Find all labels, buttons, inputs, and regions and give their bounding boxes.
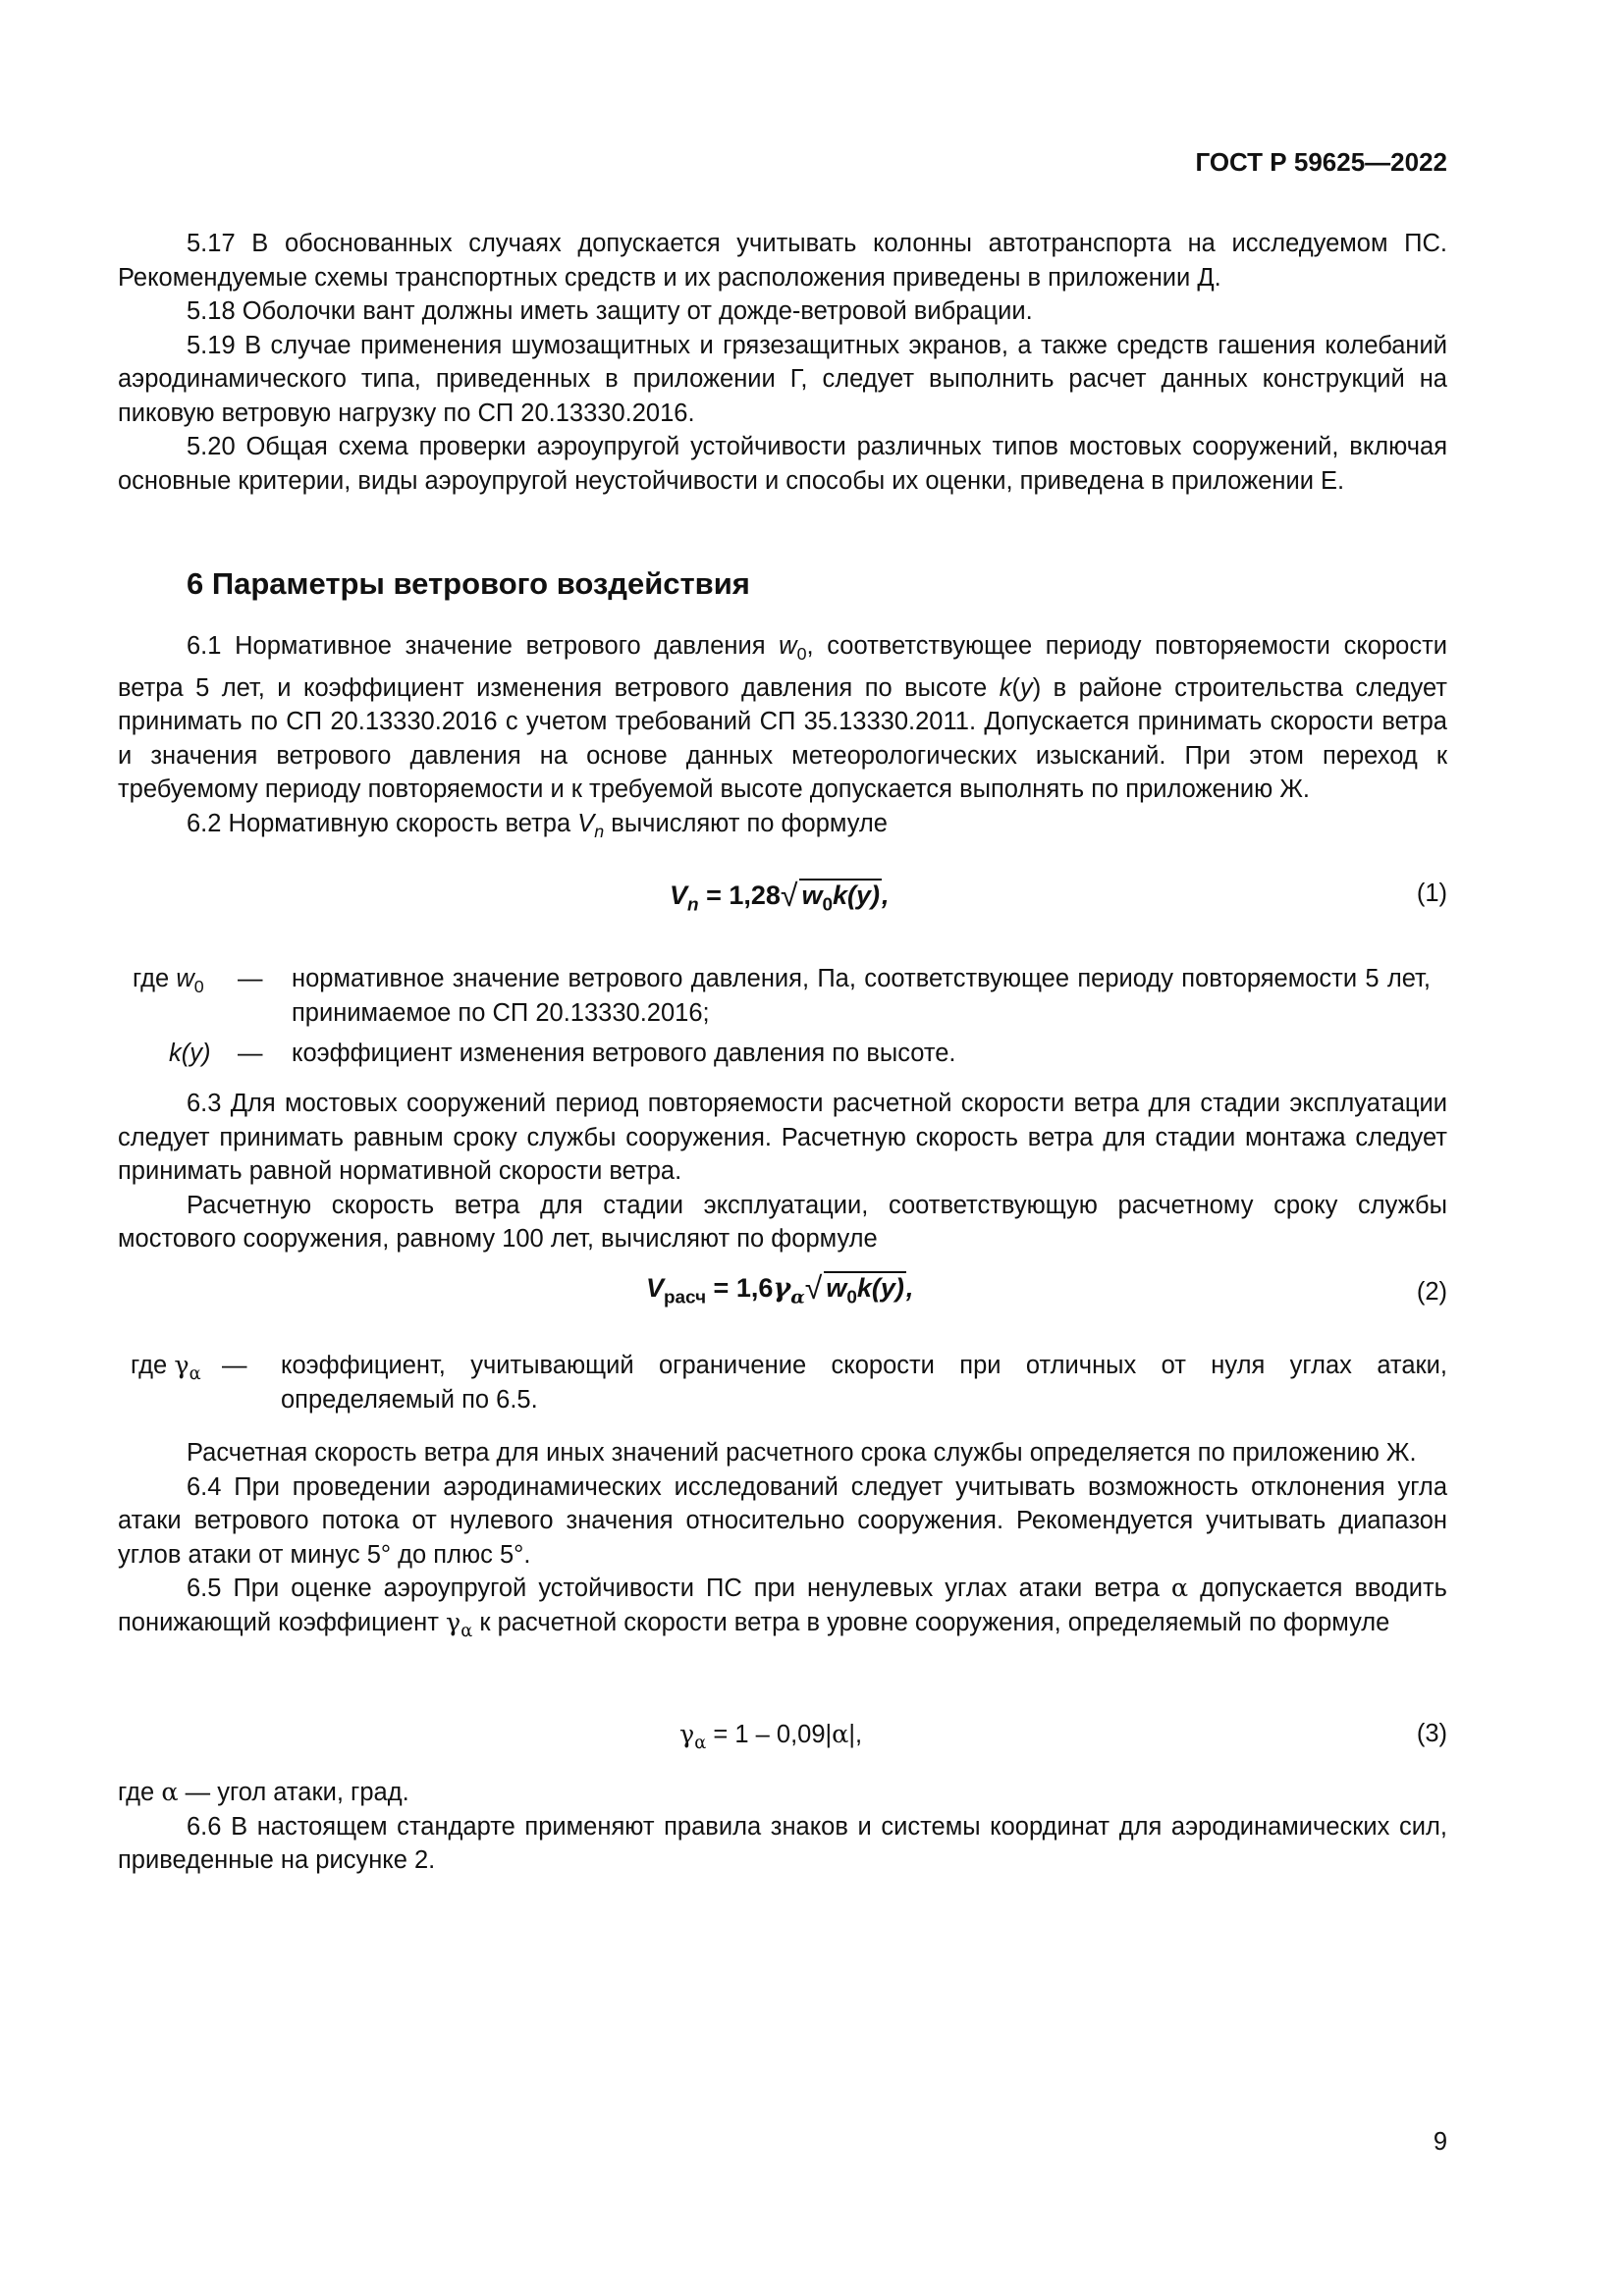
alpha-sub: α: [694, 1733, 707, 1754]
var-k: k: [999, 673, 1012, 702]
formula-lhs-sub: расч: [664, 1287, 707, 1308]
paragraph-5-17: 5.17 В обоснованных случаях допускается учитывать колонны автотранспорта на исследуемом ПС. Рекомендуемые схемы транспортных средств и их расположения приведены в приложении Д.: [118, 230, 1447, 292]
where-dash: —: [238, 1040, 263, 1067]
text-run: 6.5 При оценке аэроупругой устойчивости ПС при ненулевых углах атаки ветра: [187, 1575, 1171, 1602]
where-dash: —: [238, 965, 263, 992]
formula-end: |,: [848, 1721, 863, 1748]
where-term-w0: [133, 962, 204, 1004]
paren: ): [1032, 673, 1042, 702]
text-run: , соответствующее периоду повторяемости скорости ветра 5 лет, и коэффициент изменения ветрового давления по высоте: [118, 632, 1447, 702]
where-desc-w0: нормативное значение ветрового давления, Па, соответствующее периоду повторяемости 5 лет, принимаемое по СП 20.13330.2016;: [292, 965, 1431, 1027]
text-run: вычисляют по формуле: [604, 809, 888, 837]
paragraph-6-3c: Расчетная скорость ветра для иных значений расчетного срока службы определяется по приложению Ж.: [187, 1439, 1417, 1467]
alpha-symbol: α: [832, 1720, 849, 1749]
text-run: к расчетной скорости ветра в уровне сооружения, определяемый по формуле: [472, 1608, 1390, 1636]
formula-1: [118, 876, 1447, 923]
text-run: — угол атаки, град.: [178, 1779, 409, 1806]
var-w: w: [176, 965, 194, 992]
formula-eq: = 1,28: [698, 881, 781, 910]
where-term-ky: [169, 1037, 210, 1071]
formula-3-number: (3): [1416, 1720, 1447, 1747]
paragraph-6-6: 6.6 В настоящем стандарте применяют правила знаков и системы координат для аэродинамических сил, приведенные на рисунке 2.: [118, 1812, 1447, 1874]
paragraph-5-19: 5.19 В случае применения шумозащитных и грязезащитных экранов, а также средств гашения колебаний аэродинамического типа, приведенных в приложении Г, следует выполнить расчет данных конструкций на пиковую ветровую нагрузку по СП 20.13330.2016.: [118, 331, 1447, 427]
sqrt-icon: √: [780, 878, 798, 913]
where-desc-ky: коэффициент изменения ветрового давления по высоте.: [292, 1040, 956, 1067]
var-v: V: [577, 809, 595, 837]
where-block-2: [118, 1349, 1447, 1419]
alpha-sub: α: [189, 1363, 201, 1385]
formula-1-expression: [670, 876, 890, 916]
alpha-symbol: α: [161, 1778, 179, 1807]
var-k-y: k(y): [856, 1273, 904, 1303]
sub-0: 0: [796, 644, 807, 665]
gamma-symbol: γ: [679, 1720, 695, 1749]
paren: (: [1011, 673, 1020, 702]
sub-0: 0: [846, 1287, 857, 1308]
formula-tail: ,: [882, 881, 890, 910]
section6-6-block: [118, 1776, 1447, 1878]
where-desc-gamma: коэффициент, учитывающий ограничение скорости при отличных от нуля углах атаки, определяемый по 6.5.: [281, 1352, 1447, 1414]
paragraph-6-1: [118, 629, 1447, 807]
formula-3: [118, 1720, 1447, 1767]
paragraph-6-4: 6.4 При проведении аэродинамических исследований следует учитывать возможность отклонения угла атаки ветрового потока от нулевого значения относительно сооружения. Рекомендуется учитывать диапазон углов атаки от минус 5° до плюс 5°.: [118, 1472, 1447, 1569]
section6-3-block: [118, 1087, 1447, 1256]
sub-n: n: [594, 821, 605, 841]
formula-2: [118, 1268, 1447, 1315]
var-k-y: k(y): [832, 881, 880, 910]
sqrt-icon: √: [804, 1270, 823, 1306]
formula-rest: = 1 – 0,09|: [706, 1721, 833, 1748]
var-w: w: [801, 881, 823, 910]
paragraph-6-3b: Расчетную скорость ветра для стадии эксплуатации, соответствующую расчетному сроку службы мостового сооружения, равному 100 лет, вычисляют по формуле: [118, 1191, 1447, 1253]
text-run: допускается вводить понижающий коэффициент: [118, 1575, 1447, 1636]
formula-tail: ,: [905, 1273, 914, 1303]
radicand: [799, 879, 882, 916]
sub-0: 0: [193, 977, 204, 997]
where-term-gamma: [131, 1349, 201, 1392]
paragraph-6-5: [118, 1572, 1447, 1648]
formula-lhs-sub: n: [687, 894, 699, 916]
where-alpha: [118, 1776, 1447, 1810]
radicand: [824, 1271, 906, 1308]
paragraph-6-3: 6.3 Для мостовых сооружений период повторяемости расчетной скорости ветра для стадии эксплуатации следует принимать равным сроку службы сооружения. Расчетную скорость ветра для стадии монтажа следует принимать равной нормативной скорости ветра.: [118, 1090, 1447, 1185]
alpha-sub: α: [460, 1620, 473, 1641]
section5-block: [118, 227, 1447, 498]
gamma-symbol: γ: [773, 1273, 791, 1304]
where-dash: —: [222, 1352, 247, 1379]
document-code-header: ГОСТ Р 59625—2022: [1195, 147, 1447, 177]
formula-3-expression: [679, 1720, 862, 1753]
section6-4-block: [118, 1436, 1447, 1648]
var-w: w: [826, 1273, 847, 1303]
paragraph-5-18: 5.18 Оболочки вант должны иметь защиту от дожде-ветровой вибрации.: [187, 297, 1033, 325]
formula-eq: = 1,6: [706, 1273, 774, 1303]
var-w: w: [779, 632, 797, 660]
formula-lhs: V: [646, 1273, 665, 1303]
alpha-symbol: α: [1170, 1574, 1189, 1603]
text-run: где: [131, 1352, 175, 1379]
text-run: где: [133, 965, 177, 992]
gamma-symbol: γ: [174, 1351, 189, 1380]
var-k-y: k(y): [169, 1040, 211, 1067]
formula-1-number: (1): [1416, 880, 1447, 907]
paragraph-6-2: [118, 807, 1447, 849]
sub-0: 0: [822, 894, 833, 916]
where-block-1: [118, 962, 1447, 1080]
page-number: 9: [1433, 2128, 1447, 2156]
text-run: где: [118, 1779, 162, 1806]
text-run: 6.2 Нормативную скорость ветра: [187, 809, 578, 837]
text-run: в районе строительства следует принимать по СП 20.13330.2016 с учетом требований СП 35.13330.2011. Допускается принимать скорости ветра и значения ветрового давления на основе данных метеорологических изысканий. При этом переход к требуемому периоду повторяемости и к требуемой высоте допускается выполнять по приложению Ж.: [118, 673, 1447, 804]
paragraph-5-20: 5.20 Общая схема проверки аэроупругой устойчивости различных типов мостовых сооружений, включая основные критерии, виды аэроупругой неустойчивости и способы их оценки, приведена в приложении Е.: [118, 433, 1447, 495]
formula-lhs: V: [670, 881, 688, 910]
section6-intro-block: [118, 629, 1447, 848]
var-y: y: [1019, 673, 1033, 702]
text-run: 6.1 Нормативное значение ветрового давления: [187, 632, 780, 660]
formula-2-number: (2): [1416, 1278, 1447, 1306]
section-6-heading: 6 Параметры ветрового воздействия: [187, 566, 750, 601]
gamma-symbol: γ: [445, 1607, 461, 1637]
formula-2-expression: [646, 1268, 913, 1308]
alpha-sub: α: [790, 1286, 805, 1308]
